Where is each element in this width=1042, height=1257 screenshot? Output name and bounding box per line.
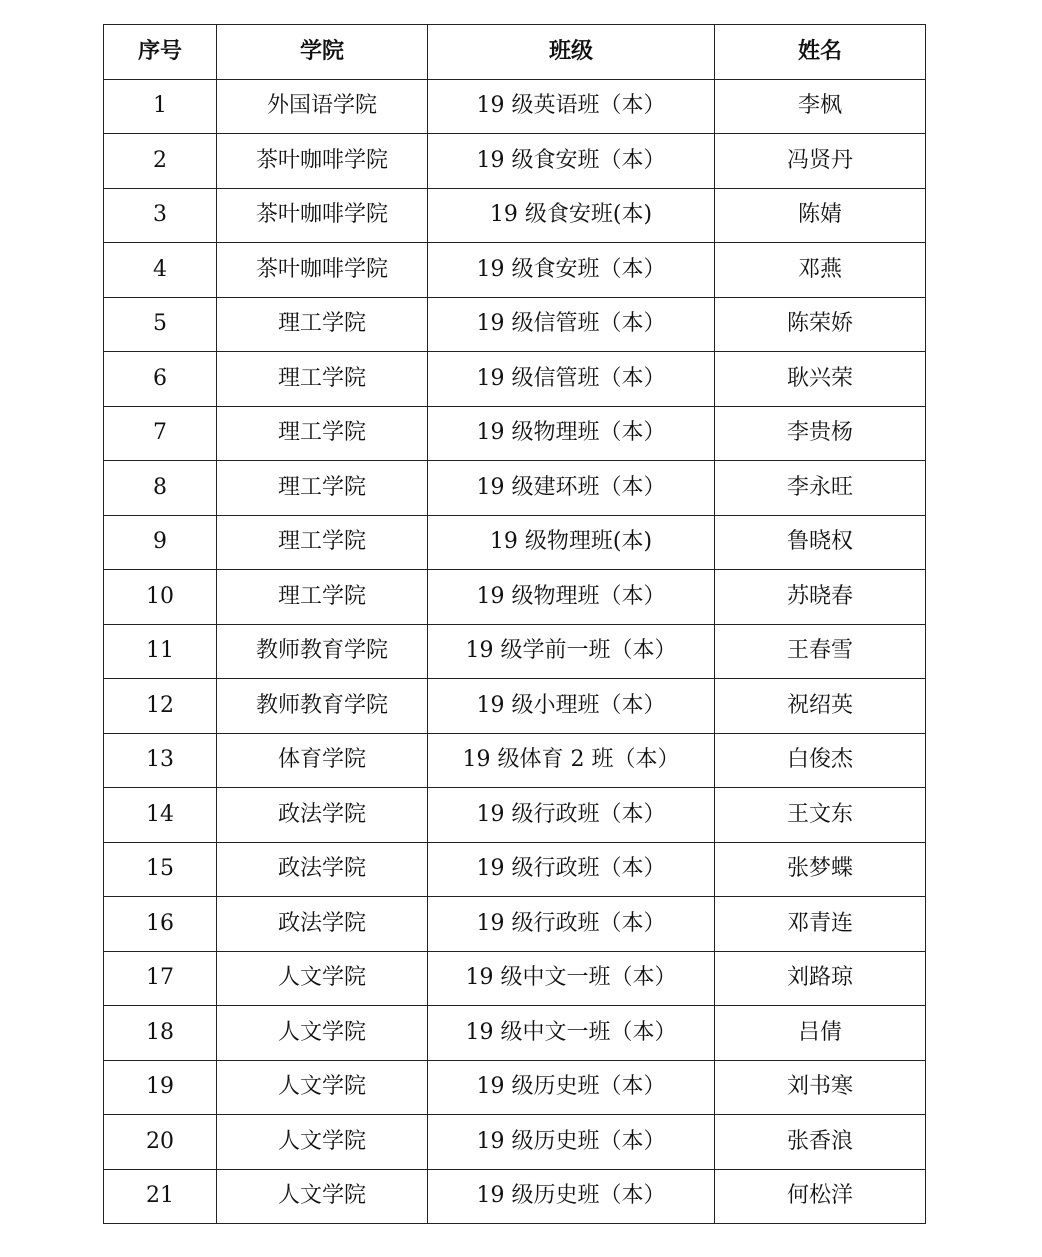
cell-class: 19 级中文一班（本） xyxy=(428,1006,715,1061)
cell-college: 体育学院 xyxy=(217,733,428,788)
cell-name: 王春雪 xyxy=(715,624,926,679)
table-row xyxy=(104,624,926,679)
cell-college: 人文学院 xyxy=(217,1060,428,1115)
student-list-table xyxy=(103,24,926,1224)
cell-class: 19 级食安班（本） xyxy=(428,243,715,298)
cell-name: 刘路琼 xyxy=(715,951,926,1006)
cell-name: 吕倩 xyxy=(715,1006,926,1061)
cell-name: 鲁晓权 xyxy=(715,515,926,570)
table-row xyxy=(104,1060,926,1115)
cell-class: 19 级中文一班（本） xyxy=(428,951,715,1006)
cell-name: 陈荣娇 xyxy=(715,297,926,352)
cell-class: 19 级信管班（本） xyxy=(428,352,715,407)
cell-no: 16 xyxy=(104,897,217,952)
table-row xyxy=(104,134,926,189)
cell-no: 3 xyxy=(104,188,217,243)
table-row xyxy=(104,733,926,788)
table-row xyxy=(104,842,926,897)
table-row xyxy=(104,679,926,734)
table-header xyxy=(104,25,926,80)
cell-class: 19 级行政班（本） xyxy=(428,842,715,897)
cell-class: 19 级行政班（本） xyxy=(428,897,715,952)
table-row xyxy=(104,406,926,461)
cell-name: 耿兴荣 xyxy=(715,352,926,407)
cell-name: 邓青连 xyxy=(715,897,926,952)
cell-name: 张梦蝶 xyxy=(715,842,926,897)
cell-no: 12 xyxy=(104,679,217,734)
cell-class: 19 级食安班(本) xyxy=(428,188,715,243)
cell-no: 14 xyxy=(104,788,217,843)
cell-class: 19 级建环班（本） xyxy=(428,461,715,516)
cell-no: 8 xyxy=(104,461,217,516)
cell-college: 理工学院 xyxy=(217,461,428,516)
cell-name: 李永旺 xyxy=(715,461,926,516)
cell-name: 苏晓春 xyxy=(715,570,926,625)
cell-college: 人文学院 xyxy=(217,1115,428,1170)
cell-class: 19 级小理班（本） xyxy=(428,679,715,734)
table-row xyxy=(104,1169,926,1224)
cell-class: 19 级物理班(本) xyxy=(428,515,715,570)
cell-class: 19 级物理班（本） xyxy=(428,570,715,625)
cell-class: 19 级信管班（本） xyxy=(428,297,715,352)
cell-college: 人文学院 xyxy=(217,1006,428,1061)
cell-college: 教师教育学院 xyxy=(217,679,428,734)
cell-college: 茶叶咖啡学院 xyxy=(217,134,428,189)
table-row xyxy=(104,243,926,298)
cell-college: 茶叶咖啡学院 xyxy=(217,188,428,243)
cell-college: 外国语学院 xyxy=(217,79,428,134)
header-name: 姓名 xyxy=(715,25,926,80)
cell-name: 白俊杰 xyxy=(715,733,926,788)
cell-no: 5 xyxy=(104,297,217,352)
cell-class: 19 级历史班（本） xyxy=(428,1060,715,1115)
cell-no: 15 xyxy=(104,842,217,897)
cell-name: 邓燕 xyxy=(715,243,926,298)
cell-no: 7 xyxy=(104,406,217,461)
cell-no: 11 xyxy=(104,624,217,679)
cell-no: 1 xyxy=(104,79,217,134)
cell-no: 10 xyxy=(104,570,217,625)
cell-class: 19 级物理班（本） xyxy=(428,406,715,461)
cell-class: 19 级行政班（本） xyxy=(428,788,715,843)
table-row xyxy=(104,570,926,625)
cell-name: 何松洋 xyxy=(715,1169,926,1224)
cell-name: 刘书寒 xyxy=(715,1060,926,1115)
cell-name: 王文东 xyxy=(715,788,926,843)
table-row xyxy=(104,1006,926,1061)
table-row xyxy=(104,1115,926,1170)
table-row xyxy=(104,461,926,516)
header-no: 序号 xyxy=(104,25,217,80)
cell-class: 19 级英语班（本） xyxy=(428,79,715,134)
table-row xyxy=(104,352,926,407)
cell-college: 茶叶咖啡学院 xyxy=(217,243,428,298)
cell-no: 18 xyxy=(104,1006,217,1061)
cell-college: 人文学院 xyxy=(217,1169,428,1224)
cell-no: 6 xyxy=(104,352,217,407)
table-row xyxy=(104,188,926,243)
cell-no: 20 xyxy=(104,1115,217,1170)
cell-class: 19 级历史班（本） xyxy=(428,1115,715,1170)
header-college: 学院 xyxy=(217,25,428,80)
cell-no: 19 xyxy=(104,1060,217,1115)
table-body xyxy=(104,79,926,1224)
table-row xyxy=(104,788,926,843)
cell-college: 人文学院 xyxy=(217,951,428,1006)
cell-college: 教师教育学院 xyxy=(217,624,428,679)
cell-no: 17 xyxy=(104,951,217,1006)
cell-college: 理工学院 xyxy=(217,570,428,625)
table-row xyxy=(104,79,926,134)
cell-college: 理工学院 xyxy=(217,297,428,352)
table-row xyxy=(104,515,926,570)
table-row xyxy=(104,897,926,952)
cell-name: 李贵杨 xyxy=(715,406,926,461)
table-row xyxy=(104,297,926,352)
cell-name: 李枫 xyxy=(715,79,926,134)
cell-no: 2 xyxy=(104,134,217,189)
cell-class: 19 级学前一班（本） xyxy=(428,624,715,679)
cell-no: 4 xyxy=(104,243,217,298)
cell-name: 张香浪 xyxy=(715,1115,926,1170)
cell-college: 政法学院 xyxy=(217,897,428,952)
cell-college: 理工学院 xyxy=(217,515,428,570)
header-row xyxy=(104,25,926,80)
cell-college: 理工学院 xyxy=(217,352,428,407)
cell-name: 陈婧 xyxy=(715,188,926,243)
cell-name: 冯贤丹 xyxy=(715,134,926,189)
cell-class: 19 级食安班（本） xyxy=(428,134,715,189)
header-class: 班级 xyxy=(428,25,715,80)
cell-class: 19 级历史班（本） xyxy=(428,1169,715,1224)
cell-no: 9 xyxy=(104,515,217,570)
table-row xyxy=(104,951,926,1006)
cell-no: 21 xyxy=(104,1169,217,1224)
cell-college: 政法学院 xyxy=(217,842,428,897)
cell-name: 祝绍英 xyxy=(715,679,926,734)
cell-no: 13 xyxy=(104,733,217,788)
cell-class: 19 级体育 2 班（本） xyxy=(428,733,715,788)
cell-college: 理工学院 xyxy=(217,406,428,461)
cell-college: 政法学院 xyxy=(217,788,428,843)
